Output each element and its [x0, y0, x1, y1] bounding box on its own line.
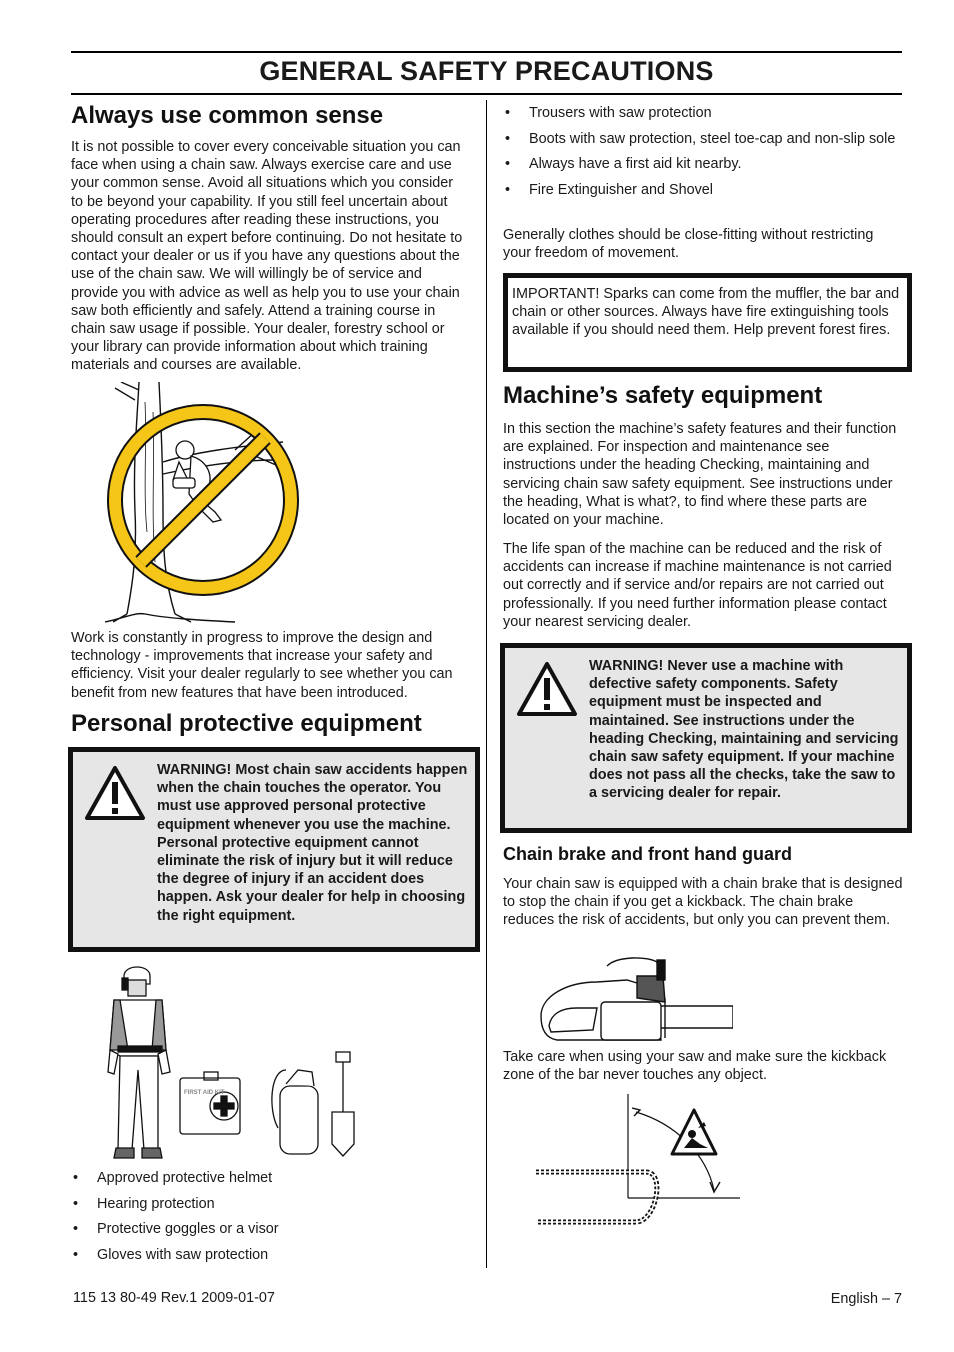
heading-personal-protective-equipment: Personal protective equipment	[71, 710, 422, 737]
list-item: • Trousers with saw protection	[503, 104, 903, 122]
heading-chain-brake: Chain brake and front hand guard	[503, 844, 793, 864]
protective-equipment-illustration	[100, 960, 362, 1164]
header-rule-bottom	[71, 93, 902, 95]
list-item: • Always have a first aid kit nearby.	[503, 155, 903, 173]
warning-triangle-icon	[83, 764, 147, 822]
list-item: • Fire Extinguisher and Shovel	[503, 181, 903, 199]
kickback-zone-illustration	[536, 1094, 742, 1234]
heading-machine-safety-equipment: Machine’s safety equipment	[503, 382, 823, 409]
ppe-warning-text: WARNING! Most chain saw accidents happen when the chain touches the operator. You must use approved personal protective equipment whenever you use the machine. Personal protective equipment cannot eliminate the risk of injury but it will reduce the degree of injury if an accident does happen. Ask your dealer for help in choosing the right equipment.	[157, 762, 468, 924]
header-rule-top	[71, 51, 902, 53]
chain-brake-paragraph-2: Take care when using your saw and make sure the kickback zone of the bar never touches any object.	[503, 1049, 887, 1084]
ppe-list-right	[503, 104, 903, 199]
page-title: GENERAL SAFETY PRECAUTIONS	[259, 56, 714, 86]
ppe-warning-box	[68, 747, 480, 952]
first-aid-kit-label: FIRST AID KIT	[184, 1090, 225, 1096]
improvements-paragraph: Work is constantly in progress to improve the design and technology - improvements that increase your safety and efficiency. Visit your dealer regularly to see whether you can benefit from new features that have been introduced.	[71, 630, 453, 701]
list-item: • Boots with saw protection, steel toe-cap and non-slip sole	[503, 130, 903, 148]
clothes-note: Generally clothes should be close-fitting without restricting your freedom of movement.	[503, 227, 874, 262]
list-item: • Approved protective helmet	[71, 1169, 471, 1187]
list-item: • Hearing protection	[71, 1195, 471, 1213]
page-number: English – 7	[830, 1291, 902, 1307]
important-text: IMPORTANT! Sparks can come from the muffler, the bar and chain or other sources. Always have fire extinguishing tools available if you should need them. Help prevent forest fires.	[512, 286, 900, 339]
chain-brake-paragraph-1: Your chain saw is equipped with a chain brake that is designed to stop the chain if you get a kickback. The chain brake reduces the risk of accidents, but only you can prevent them.	[503, 876, 903, 929]
list-item: • Gloves with saw protection	[71, 1246, 471, 1264]
no-climbing-tree-illustration	[105, 382, 305, 626]
chainsaw-hand-guard-illustration	[537, 956, 733, 1044]
heading-common-sense: Always use common sense	[71, 102, 384, 129]
column-divider	[486, 100, 487, 1268]
machine-safety-paragraph-1: In this section the machine’s safety features and their function are explained. For inspection and maintenance see instructions under the heading Checking, maintaining and servicing chain saw safety equipment. See instructions under the heading, What is what?, to find where these parts are located on your machine.	[503, 421, 897, 529]
ppe-list-left	[71, 1169, 471, 1264]
warning-triangle-icon	[515, 660, 579, 718]
list-item: • Protective goggles or a visor	[71, 1220, 471, 1238]
machine-warning-text: WARNING! Never use a machine with defective safety components. Safety equipment must be inspected and maintained. See instructions under the heading Checking, maintaining and servicing chain saw safety equipment. If your machine does not pass all the checks, take the saw to a servicing dealer for repair.	[589, 658, 899, 802]
machine-safety-paragraph-2: The life span of the machine can be reduced and the risk of accidents can increase if machine maintenance is not carried out correctly and if service and/or repairs are not carried out professionally. If you need further information please contact your nearest servicing dealer.	[503, 541, 892, 630]
document-number: 115 13 80-49 Rev.1 2009-01-07	[73, 1290, 275, 1306]
machine-warning-box	[500, 643, 912, 833]
important-box	[503, 273, 912, 372]
common-sense-paragraph: It is not possible to cover every conceivable situation you can face when using a chain saw. Always exercise care and use your common sense. Avoid all situations which you consider to be beyond your capability. If you still feel uncertain about operating procedures after reading these instructions, you should consult an expert before continuing. Do not hesitate to contact your dealer or us if you have any questions about the use of the chain saw. We will willingly be of service and provide you with advice as well as help you to use your chain saw both efficiently and safely. Attend a training course in chain saw usage if possible. Your dealer, forestry school or your library can provide information about which training materials and courses are available.	[71, 139, 463, 374]
